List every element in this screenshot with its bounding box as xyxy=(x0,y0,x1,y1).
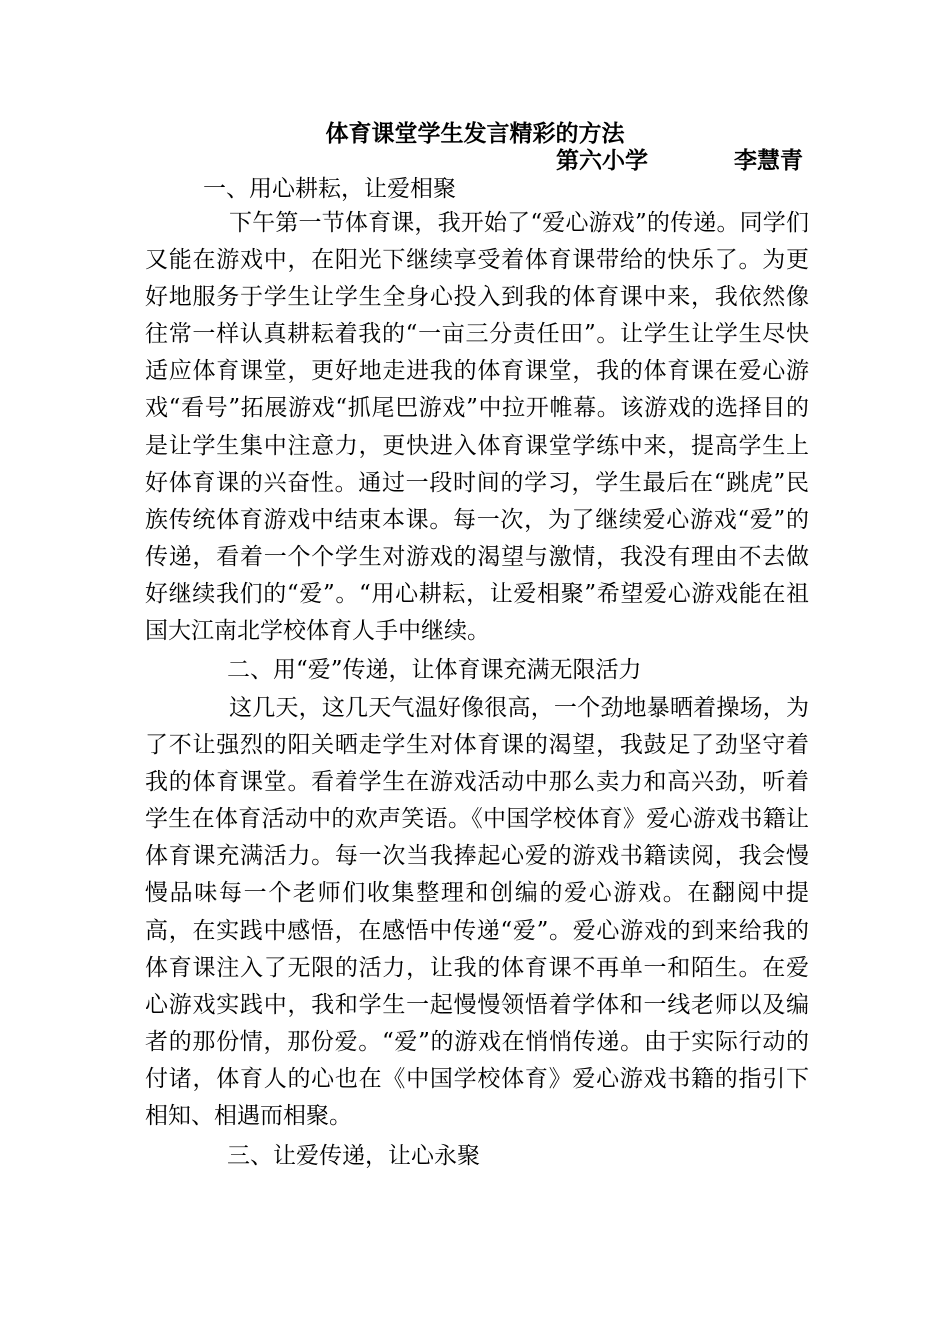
section-heading-1: 一、用心耕耘，让爱相聚 xyxy=(203,176,456,202)
section-paragraph-2: 这几天，这几天气温好像很高，一个劲地暴晒着操场，为了不让强烈的阳关晒走学生对体育课的渴望，我鼓足了劲坚守着我的体育课堂。看着学生在游戏活动中那么卖力和高兴劲，听着学生在体育活动中的欢声笑语。《中国学校体育》爱心游戏书籍让体育课充满活力。每一次当我捧起心爱的游戏书籍读阅，我会慢慢品味每一个老师们收集整理和创编的爱心游戏。在翻阅中提高，在实践中感悟，在感悟中传递“爱”。爱心游戏的到来给我的体育课注入了无限的活力，让我的体育课不再单一和陌生。在爱心游戏实践中，我和学生一起慢慢领悟着学体和一线老师以及编者的那份情，那份爱。“爱”的游戏在悄悄传递。由于实际行动的付诸，体育人的心也在《中国学校体育》爱心游戏书籍的指引下相知、相遇而相聚。 xyxy=(145,695,809,1130)
section-paragraph-1: 下午第一节体育课，我开始了“爱心游戏”的传递。同学们又能在游戏中，在阳光下继续享受着体育课带给的快乐了。为更好地服务于学生让学生全身心投入到我的体育课中来，我依然像往常一样认真耕耘着我的“一亩三分责任田”。让学生让学生尽快适应体育课堂，更好地走进我的体育课堂，我的体育课在爱心游戏“看号”拓展游戏“抓尾巴游戏”中拉开帷幕。该游戏的选择目的是让学生集中注意力，更快进入体育课堂学练中来，提高学生上好体育课的兴奋性。通过一段时间的学习，学生最后在“跳虎”民族传统体育游戏中结束本课。每一次，为了继续爱心游戏“爱”的传递，看着一个个学生对游戏的渴望与激情，我没有理由不去做好继续我们的“爱”。“用心耕耘，让爱相聚”希望爱心游戏能在祖国大江南北学校体育人手中继续。 xyxy=(145,210,809,645)
section-heading-2: 二、用“爱”传递，让体育课充满无限活力 xyxy=(227,657,642,683)
document-title: 体育课堂学生发言精彩的方法 xyxy=(325,120,625,147)
school-name: 第六小学 xyxy=(556,147,648,174)
author-line xyxy=(556,144,803,178)
section-heading-3: 三、让爱传递，让心永聚 xyxy=(227,1143,480,1169)
author-name: 李慧青 xyxy=(734,147,803,174)
